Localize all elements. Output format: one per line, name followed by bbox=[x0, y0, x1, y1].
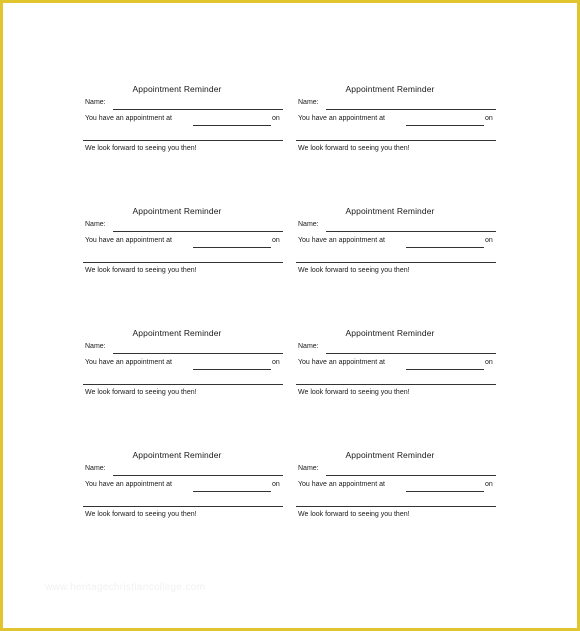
appointment-time-blank-line bbox=[193, 247, 271, 248]
date-blank-line bbox=[83, 506, 283, 507]
reminder-card bbox=[296, 206, 496, 286]
appointment-label: You have an appointment at bbox=[85, 359, 172, 366]
closing-text: We look forward to seeing you then! bbox=[85, 267, 197, 274]
closing-text: We look forward to seeing you then! bbox=[298, 389, 410, 396]
watermark-text: www.heritagechristiancollege.com bbox=[45, 582, 206, 593]
name-label: Name: bbox=[85, 343, 106, 350]
date-blank-line bbox=[296, 506, 496, 507]
card-title: Appointment Reminder bbox=[132, 328, 222, 338]
date-blank-line bbox=[83, 140, 283, 141]
appointment-label: You have an appointment at bbox=[298, 115, 385, 122]
reminder-card bbox=[296, 84, 496, 164]
card-title: Appointment Reminder bbox=[345, 450, 435, 460]
card-title: Appointment Reminder bbox=[132, 206, 222, 216]
appointment-label: You have an appointment at bbox=[85, 115, 172, 122]
appointment-label: You have an appointment at bbox=[85, 481, 172, 488]
on-label: on bbox=[272, 359, 280, 366]
closing-text: We look forward to seeing you then! bbox=[85, 145, 197, 152]
on-label: on bbox=[272, 237, 280, 244]
appointment-label: You have an appointment at bbox=[298, 237, 385, 244]
card-title: Appointment Reminder bbox=[345, 84, 435, 94]
on-label: on bbox=[485, 115, 493, 122]
name-label: Name: bbox=[85, 465, 106, 472]
reminder-card bbox=[296, 328, 496, 408]
name-blank-line bbox=[113, 475, 283, 476]
name-blank-line bbox=[326, 231, 496, 232]
date-blank-line bbox=[83, 384, 283, 385]
appointment-time-blank-line bbox=[406, 125, 484, 126]
name-label: Name: bbox=[298, 343, 319, 350]
name-label: Name: bbox=[298, 99, 319, 106]
reminder-card bbox=[296, 450, 496, 530]
on-label: on bbox=[272, 115, 280, 122]
card-title: Appointment Reminder bbox=[345, 206, 435, 216]
closing-text: We look forward to seeing you then! bbox=[85, 389, 197, 396]
name-blank-line bbox=[326, 353, 496, 354]
appointment-time-blank-line bbox=[406, 247, 484, 248]
appointment-time-blank-line bbox=[406, 491, 484, 492]
date-blank-line bbox=[296, 384, 496, 385]
closing-text: We look forward to seeing you then! bbox=[298, 511, 410, 518]
name-label: Name: bbox=[298, 221, 319, 228]
date-blank-line bbox=[83, 262, 283, 263]
on-label: on bbox=[485, 359, 493, 366]
card-title: Appointment Reminder bbox=[132, 450, 222, 460]
reminder-card bbox=[83, 84, 283, 164]
appointment-time-blank-line bbox=[193, 491, 271, 492]
card-title: Appointment Reminder bbox=[345, 328, 435, 338]
name-blank-line bbox=[326, 109, 496, 110]
on-label: on bbox=[485, 481, 493, 488]
closing-text: We look forward to seeing you then! bbox=[298, 267, 410, 274]
reminder-card bbox=[83, 328, 283, 408]
name-blank-line bbox=[113, 109, 283, 110]
name-blank-line bbox=[113, 353, 283, 354]
closing-text: We look forward to seeing you then! bbox=[298, 145, 410, 152]
name-blank-line bbox=[326, 475, 496, 476]
appointment-time-blank-line bbox=[193, 369, 271, 370]
name-label: Name: bbox=[85, 99, 106, 106]
closing-text: We look forward to seeing you then! bbox=[85, 511, 197, 518]
name-label: Name: bbox=[85, 221, 106, 228]
name-label: Name: bbox=[298, 465, 319, 472]
name-blank-line bbox=[113, 231, 283, 232]
appointment-label: You have an appointment at bbox=[85, 237, 172, 244]
appointment-label: You have an appointment at bbox=[298, 481, 385, 488]
date-blank-line bbox=[296, 140, 496, 141]
appointment-time-blank-line bbox=[193, 125, 271, 126]
reminder-card bbox=[83, 206, 283, 286]
reminder-card bbox=[83, 450, 283, 530]
on-label: on bbox=[485, 237, 493, 244]
date-blank-line bbox=[296, 262, 496, 263]
appointment-time-blank-line bbox=[406, 369, 484, 370]
appointment-label: You have an appointment at bbox=[298, 359, 385, 366]
on-label: on bbox=[272, 481, 280, 488]
card-title: Appointment Reminder bbox=[132, 84, 222, 94]
